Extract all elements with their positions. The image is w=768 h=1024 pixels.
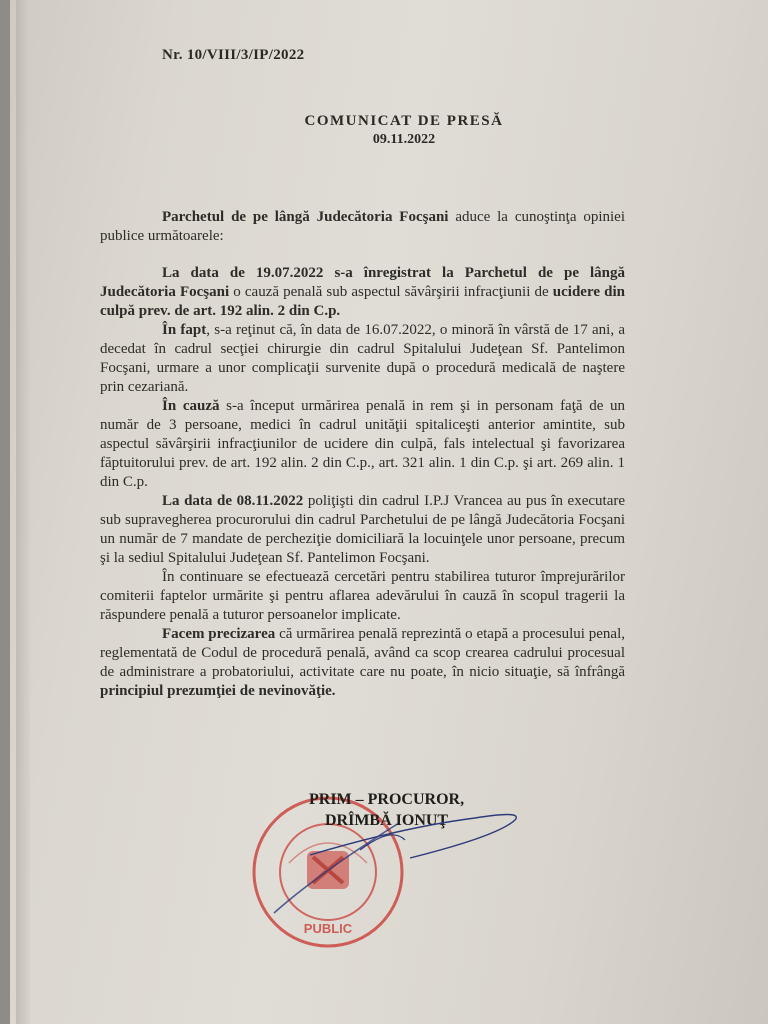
document-number: Nr. 10/VIII/3/IP/2022 xyxy=(162,47,305,63)
p2-text: , s-a reţinut că, în data de 16.07.2022, o minoră în vârstă de 17 ani, a decedat în cadrul secţiei chirurgie din cadrul Spitalului Judeţean Sf. Pantelimon Focşani, urmare a unor complicaţii survenite după o procedură medicală de naştere prin cezariană. xyxy=(100,322,625,395)
document-title: COMUNICAT DE PRESĂ xyxy=(304,113,504,129)
p3-lead: În cauză xyxy=(162,398,220,414)
paragraph-registration xyxy=(100,264,625,321)
p1-bold1: s-a înregistrat la Parchetul de pe lângă Judecătoria Focşani xyxy=(100,265,626,300)
p6-lead: Facem precizarea xyxy=(162,626,276,642)
p4-text: poliţişti din cadrul I.P.J Vrancea au pus în executare sub supravegherea procurorului din cadrul Parchetului de pe lângă Judecătoria Focşani un număr de 7 mandate de percheziţie domiciliară la locuinţele unor persoane, precum şi la sediul Spitalului Judeţean Sf. Pantelimon Focşani. xyxy=(100,493,626,566)
handwritten-signature xyxy=(300,800,530,870)
org-name: Parchetul de pe lângă Judecătoria Focşani xyxy=(162,209,449,225)
p6-text: că urmărirea penală reprezintă o etapă a procesului penal, reglementată de Codul de procedură penală, având ca scop crearea cadrului procesual de administrare a probatoriului, activitate care nu poate, în nicio situaţie, să înfrângă xyxy=(100,626,625,680)
svg-text:PUBLIC: PUBLIC xyxy=(303,921,353,936)
p6-bold: principiul prezumţiei de nevinovăţie. xyxy=(100,683,336,699)
p1-lead: La data de 19.07.2022 xyxy=(162,265,324,281)
intro-text: aduce la cunoştinţa opiniei publice următoarele: xyxy=(100,209,625,244)
paragraph-clarification xyxy=(100,625,625,701)
document-date: 09.11.2022 xyxy=(372,132,436,147)
p4-lead: La data de 08.11.2022 xyxy=(162,493,304,509)
paper-fold-shadow xyxy=(16,0,30,1024)
p1-bold2: ucidere din culpă prev. de art. 192 alin. 2 din C.p. xyxy=(100,284,625,319)
paragraph-intro xyxy=(100,208,625,246)
paragraph-facts xyxy=(100,321,625,397)
p2-lead: În fapt xyxy=(162,322,207,338)
document-header xyxy=(0,113,768,148)
document-body xyxy=(100,208,625,701)
signature-name: DRÎMBĂ IONUŢ xyxy=(324,812,449,829)
p1-text: o cauză penală sub aspectul săvârşirii infracţiunii de xyxy=(229,284,553,300)
p3-text: s-a început urmărirea penală in rem şi in personam faţă de un număr de 3 persoane, medici în cadrul unităţii spitaliceşti anterior amintite, sub aspectul săvârşirii infracţiunilor de ucidere din culpă, fals intelectual şi favorizarea făptuitorului prev. de art. 192 alin. 2 din C.p., art. 321 alin. 1 din C.p. şi art. 269 alin. 1 din C.p. xyxy=(100,398,626,490)
paragraph-searches xyxy=(100,492,625,568)
paragraph-investigation xyxy=(100,568,625,625)
p5-text: În continuare se efectuează cercetări pentru stabilirea tuturor împrejurărilor comiterii faptelor urmărite şi pentru aflarea adevărului în cauză în scopul tragerii la răspundere penală a tuturor persoanelor implicate. xyxy=(100,569,625,623)
paragraph-case xyxy=(100,397,625,492)
signature-role: PRIM – PROCUROR, xyxy=(309,791,465,808)
